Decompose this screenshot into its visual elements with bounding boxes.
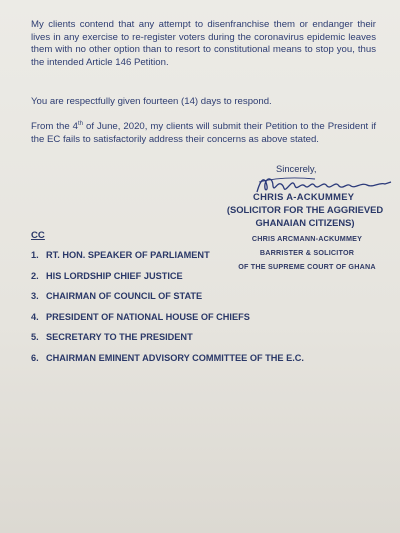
stamp-line1: CHRIS ARCMANN-ACKUMMEY [251,234,363,243]
cc-item: 3. CHAIRMAN OF COUNCIL OF STATE [31,291,203,302]
date-remainder: of June, 2020, my clients will submit their Petition to the President if the EC fails to satisfactorily address their concerns as above stated. [31,121,376,145]
paragraph-petition-intent: My clients contend that any attempt to disenfranchise them or endanger their lives in any exercise to re-register voters during the coronavirus epidemic leaves them with no other option than to resort to constitutional means to stop you, thus the intended Article 146 Petition. [31,19,376,68]
stamp-line3: OF THE SUPREME COURT OF GHANA [238,262,376,271]
cc-item: 1. RT. HON. SPEAKER OF PARLIAMENT [31,250,210,260]
solicitor-name: CHRIS A-ACKUMMEY [253,191,355,202]
cc-list [31,250,304,374]
cc-item: 5. SECRETARY TO THE PRESIDENT [31,332,193,343]
cc-label: CC [31,230,45,241]
cc-item: 2. HIS LORDSHIP CHIEF JUSTICE [31,270,183,281]
stamp-line2: BARRISTER & SOLICITOR [259,248,355,257]
paragraph-submission-date [31,121,376,146]
solicitor-role-line2: GHANAIAN CITIZENS) [255,217,355,228]
solicitor-role-line1: (SOLICITOR FOR THE AGGRIEVED [226,204,384,215]
paragraph-response-deadline: You are respectfully given fourteen (14) days to respond. [31,96,272,107]
cc-item: 6. CHAIRMAN EMINENT ADVISORY COMMITTEE OF THE E.C. [31,352,304,363]
closing-text: Sincerely, [276,163,317,174]
cc-item: 4. PRESIDENT OF NATIONAL HOUSE OF CHIEFS [31,311,250,322]
ordinal-suffix: th [78,120,84,127]
date-prefix: From the 4 [31,121,78,132]
